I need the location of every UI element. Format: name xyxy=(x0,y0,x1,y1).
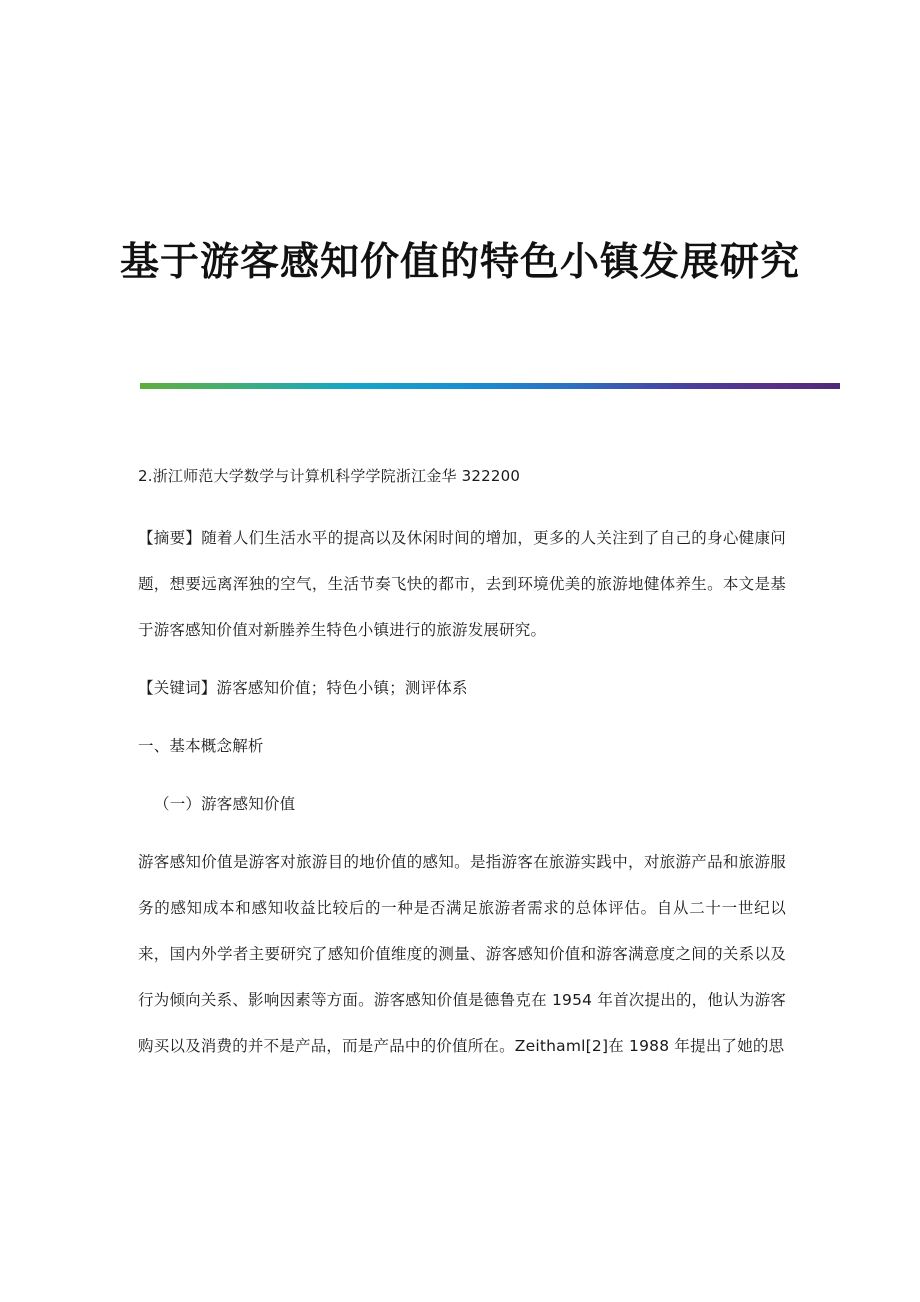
gradient-divider xyxy=(140,383,840,389)
document-body xyxy=(138,455,786,1081)
subsection-heading-1-1: （一）游客感知价值 xyxy=(154,795,296,813)
abstract-paragraph: 【摘要】随着人们生活水平的提高以及休闲时间的增加，更多的人关注到了自己的身心健康问题，想要远离浑独的空气，生活节奏飞快的都市，去到环境优美的旅游地健体养生。本文是基于游客感知价值对新塍养生特色小镇进行的旅游发展研究。 xyxy=(138,529,786,639)
affiliation-line: 2.浙江师范大学数学与计算机科学学院浙江金华 322200 xyxy=(138,467,521,485)
section-heading-1: 一、基本概念解析 xyxy=(138,737,264,755)
keywords-line: 【关键词】游客感知价值；特色小镇；测评体系 xyxy=(138,679,468,697)
page-title: 基于游客感知价值的特色小镇发展研究 xyxy=(119,239,800,286)
body-paragraph-1: 游客感知价值是游客对旅游目的地价值的感知。是指游客在旅游实践中，对旅游产品和旅游服务的感知成本和感知收益比较后的一种是否满足旅游者需求的总体评估。自从二十一世纪以来，国内外学者主要研究了感知价值维度的测量、游客感知价值和游客满意度之间的关系以及行为倾向关系、影响因素等方面。游客感知价值是德鲁克在 1954 年首次提出的，他认为游客购买以及消费的并不是产品，而是产品中的价值所在。Zeithaml[2]在 1988 年提出了她的思 xyxy=(138,853,786,1055)
